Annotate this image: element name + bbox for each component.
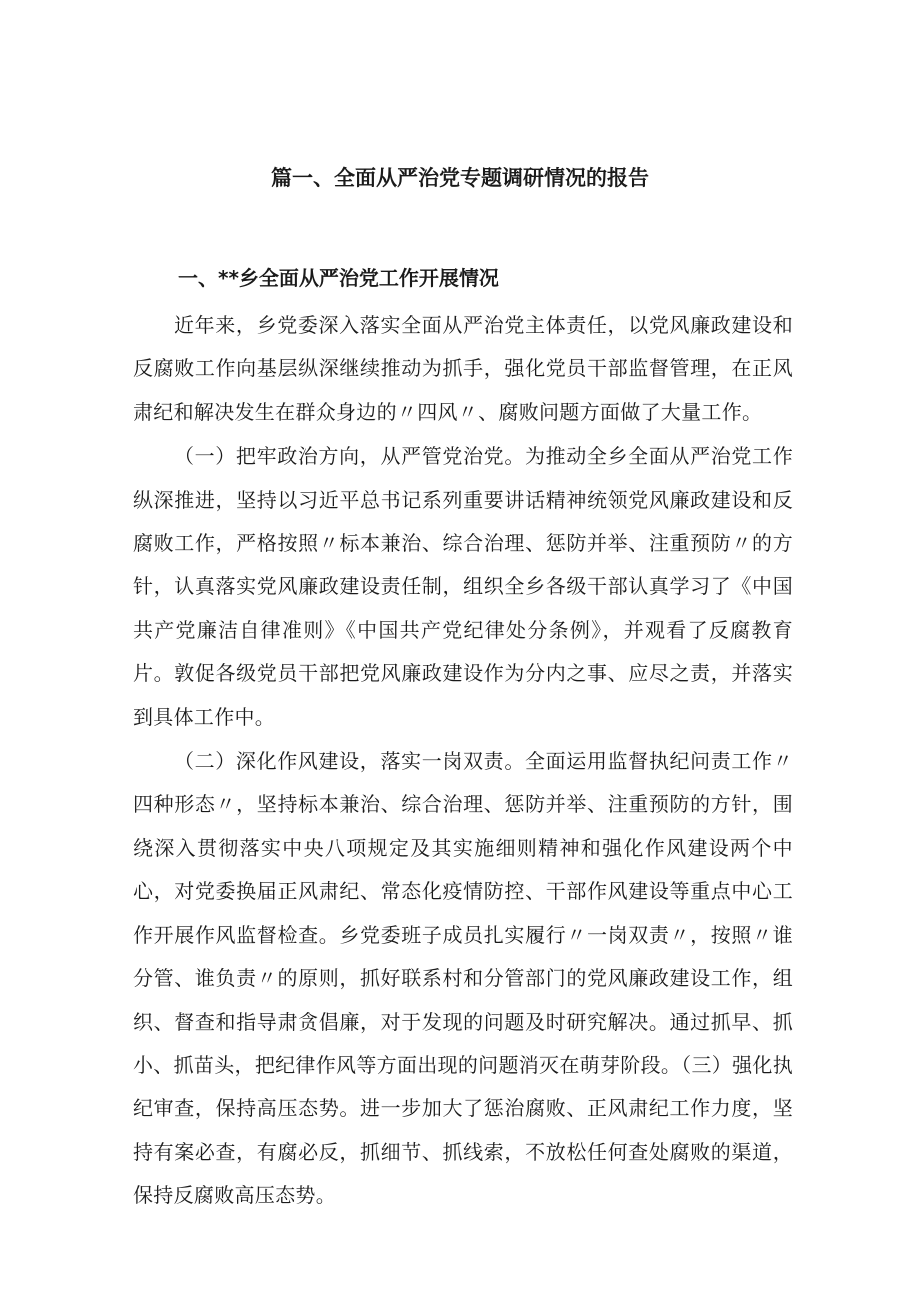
section-heading: 一、**乡全面从严治党工作开展情况 <box>178 266 499 290</box>
paragraph-political-direction: （一）把牢政治方向，从严管党治党。为推动全乡全面从严治党工作纵深推进，坚持以习近平总书记系列重要讲话精神统领党风廉政建设和反腐败工作，严格按照〃标本兼治、综合治理、惩防并举、注重预防〃的方针，认真落实党风廉政建设责任制，组织全乡各级干部认真学习了《中国共产党廉洁自律准则》《中国共产党纪律处分条例》，并观看了反腐教育片。敦促各级党员干部把党风廉政建设作为分内之事、应尽之责，并落实到具体工作中。 <box>133 444 793 729</box>
document-title: 篇一、全面从严治党专题调研情况的报告 <box>271 166 649 190</box>
document-body <box>133 304 793 1218</box>
paragraph-work-style: （二）深化作风建设，落实一岗双责。全面运用监督执纪问责工作〃四种形态〃，坚持标本兼治、综合治理、惩防并举、注重预防的方针，围绕深入贯彻落实中央八项规定及其实施细则精神和强化作风建设两个中心，对党委换届正风肃纪、常态化疫情防控、干部作风建设等重点中心工作开展作风监督检查。乡党委班子成员扎实履行〃一岗双责〃，按照〃谁分管、谁负责〃的原则，抓好联系村和分管部门的党风廉政建设工作，组织、督查和指导肃贪倡廉，对于发现的问题及时研究解决。通过抓早、抓小、抓苗头，把纪律作风等方面出现的问题消灭在萌芽阶段。（三）强化执纪审查，保持高压态势。进一步加大了惩治腐败、正风肃纪工作力度，坚持有案必查，有腐必反，抓细节、抓线索，不放松任何查处腐败的渠道，保持反腐败高压态势。 <box>133 749 793 1208</box>
paragraph-intro: 近年来，乡党委深入落实全面从严治党主体责任，以党风廉政建设和反腐败工作向基层纵深继续推动为抓手，强化党员干部监督管理，在正风肃纪和解决发生在群众身边的〃四风〃、腐败问题方面做了大量工作。 <box>133 313 793 424</box>
